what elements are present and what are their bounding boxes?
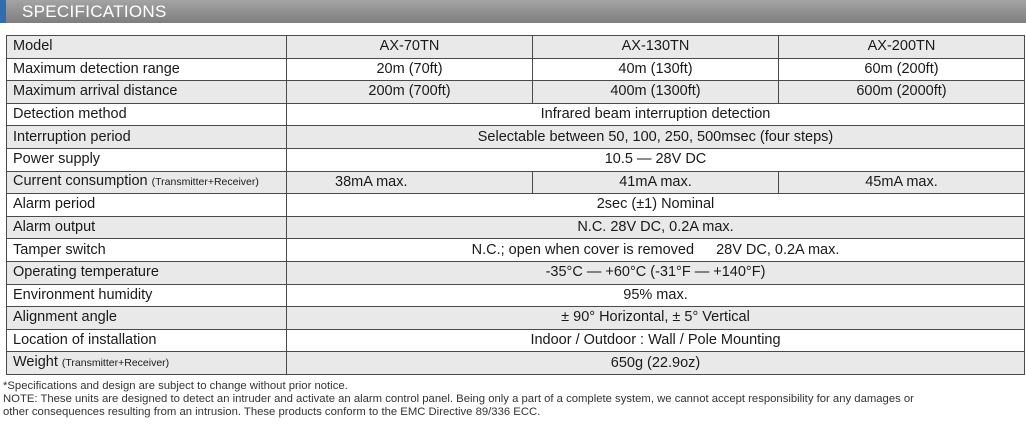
- cell-value: 45mA max.: [779, 171, 1025, 194]
- footnote-note-line-1: NOTE: These units are designed to detect an intruder and activate an alarm control panel. Being only a part of a complete system, we cannot accept responsibility for any damages or: [3, 393, 914, 406]
- row-label: Detection method: [7, 103, 287, 126]
- row-label: Tamper switch: [7, 239, 287, 262]
- table-row-alarm-output: [7, 216, 1025, 239]
- row-label: Location of installation: [7, 329, 287, 352]
- table-row-tamper-switch: [7, 239, 1025, 262]
- model-ax-130tn: AX-130TN: [533, 36, 779, 59]
- header-accent-stripe: [0, 0, 6, 23]
- cell-value: 10.5 — 28V DC: [287, 148, 1025, 171]
- row-label: Alarm period: [7, 194, 287, 217]
- cell-value: 650g (22.9oz): [287, 352, 1025, 375]
- cell-value: 38mA max.: [287, 171, 533, 194]
- row-label: Model: [7, 36, 287, 59]
- table-row-max-detection-range: [7, 58, 1025, 81]
- cell-value: 20m (70ft): [287, 58, 533, 81]
- cell-value: 2sec (±1) Nominal: [287, 194, 1025, 217]
- cell-value: 600m (2000ft): [779, 81, 1025, 104]
- table-row-current-consumption: [7, 171, 1025, 194]
- tamper-rating: 28V DC, 0.2A max.: [716, 241, 840, 258]
- model-ax-200tn: AX-200TN: [779, 36, 1025, 59]
- row-label: Alignment angle: [7, 307, 287, 330]
- footnotes: [3, 380, 1025, 420]
- row-label: Operating temperature: [7, 261, 287, 284]
- row-label: Power supply: [7, 148, 287, 171]
- cell-value: -35°C — +60°C (-31°F — +140°F): [287, 261, 1025, 284]
- table-row-max-arrival-distance: [7, 81, 1025, 104]
- label-note: (Transmitter+Receiver): [151, 176, 259, 189]
- cell-value: Indoor / Outdoor : Wall / Pole Mounting: [287, 329, 1025, 352]
- label-text: Current consumption: [13, 173, 148, 190]
- table-row-alignment-angle: [7, 307, 1025, 330]
- cell-value: 400m (1300ft): [533, 81, 779, 104]
- row-label: Maximum detection range: [7, 58, 287, 81]
- tamper-condition: N.C.; open when cover is removed: [471, 241, 695, 258]
- cell-value: N.C. 28V DC, 0.2A max.: [287, 216, 1025, 239]
- table-row-detection-method: [7, 103, 1025, 126]
- row-label: [7, 171, 287, 194]
- label-note: (Transmitter+Receiver): [61, 357, 170, 370]
- model-ax-70tn: AX-70TN: [287, 36, 533, 59]
- table-row-alarm-period: [7, 194, 1025, 217]
- footnote-note-line-2: other consequences resulting from an intrusion. These products conform to the EMC Directive 89/336 ECC.: [3, 406, 541, 419]
- section-header-bar: [0, 0, 1026, 23]
- row-label: Alarm output: [7, 216, 287, 239]
- specifications-table: [6, 35, 1025, 375]
- footnote-disclaimer: *Specifications and design are subject to change without prior notice.: [3, 380, 348, 392]
- cell-value: 200m (700ft): [287, 81, 533, 104]
- table-row-weight: [7, 352, 1025, 375]
- table-row-interruption-period: [7, 126, 1025, 149]
- table-row-model: [7, 36, 1025, 59]
- cell-value: 41mA max.: [533, 171, 779, 194]
- cell-value: ± 90° Horizontal, ± 5° Vertical: [287, 307, 1025, 330]
- table-row-operating-temperature: [7, 261, 1025, 284]
- cell-value: 60m (200ft): [779, 58, 1025, 81]
- section-title: SPECIFICATIONS: [22, 2, 167, 21]
- row-label: Environment humidity: [7, 284, 287, 307]
- cell-value: 40m (130ft): [533, 58, 779, 81]
- label-text: Weight: [13, 354, 58, 371]
- cell-value: Selectable between 50, 100, 250, 500msec (four steps): [287, 126, 1025, 149]
- table-row-environment-humidity: [7, 284, 1025, 307]
- cell-value: [287, 239, 1025, 262]
- row-label: Interruption period: [7, 126, 287, 149]
- table-row-power-supply: [7, 148, 1025, 171]
- cell-value: Infrared beam interruption detection: [287, 103, 1025, 126]
- table-row-location-of-installation: [7, 329, 1025, 352]
- cell-value: 95% max.: [287, 284, 1025, 307]
- row-label: [7, 352, 287, 375]
- row-label: Maximum arrival distance: [7, 81, 287, 104]
